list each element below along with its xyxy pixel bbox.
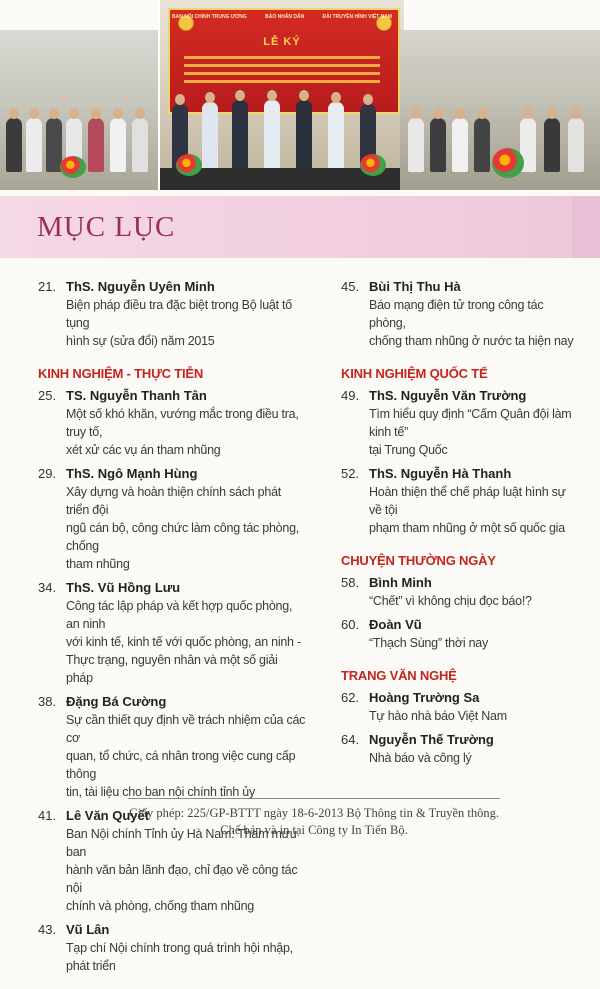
toc-entry-head — [341, 387, 577, 405]
page-number: 45. — [341, 279, 360, 294]
article-title-line: với kinh tế, kinh tế với quốc phòng, an ninh - — [66, 635, 301, 649]
toc-entry[interactable] — [341, 689, 577, 725]
organizer-2: BÁO NHÂN DÂN — [265, 14, 305, 20]
toc-entry[interactable] — [38, 278, 306, 350]
footer-divider — [128, 798, 500, 799]
right-column — [341, 278, 577, 781]
author-name: Bình Minh — [369, 575, 432, 590]
toc-entry[interactable] — [341, 616, 577, 652]
author-name: ThS. Nguyễn Văn Trường — [369, 388, 527, 403]
article-title-line: Xây dựng và hoàn thiện chính sách phát triển đội — [66, 485, 281, 517]
toc-section — [341, 668, 577, 767]
article-title-line: hình sự (sửa đổi) năm 2015 — [66, 334, 215, 348]
author-name: ThS. Nguyễn Uyên Minh — [66, 279, 215, 294]
article-title-line: Thực trạng, nguyên nhân và một số giải pháp — [66, 653, 278, 685]
author-name: TS. Nguyễn Thanh Tân — [66, 388, 207, 403]
page-number: 29. — [38, 466, 57, 481]
article-title-line: “Thạch Sùng” thời nay — [369, 636, 488, 650]
organizer-1: BAN NỘI CHÍNH TRUNG ƯƠNG — [172, 14, 247, 20]
page-number: 43. — [38, 922, 57, 937]
page-number: 60. — [341, 617, 360, 632]
toc-section — [341, 553, 577, 652]
toc-entry[interactable] — [341, 731, 577, 767]
section-heading: KINH NGHIỆM - THỰC TIỄN — [38, 366, 204, 381]
author-name: ThS. Ngô Mạnh Hùng — [66, 466, 198, 481]
toc-entry[interactable] — [38, 693, 306, 801]
article-title-line: Nhà báo và công lý — [369, 751, 472, 765]
toc-entry-head — [38, 579, 306, 597]
article-title-line: hành văn bản lãnh đạo, chỉ đạo về công tác nội — [66, 863, 298, 895]
flower-bouquet — [360, 154, 386, 176]
signing-title: LỄ KÝ — [263, 36, 301, 48]
article-title-line: ngũ cán bộ, công chức làm công tác phòng, chống — [66, 521, 299, 553]
article-title-line: Hoàn thiện thể chế pháp luật hình sự về tội — [369, 485, 566, 517]
toc-entry-head — [341, 689, 577, 707]
author-name: ThS. Nguyễn Hà Thanh — [369, 466, 512, 481]
toc-entry-head — [38, 693, 306, 711]
toc-entry-head — [341, 731, 577, 749]
article-title-line: tin, tài liệu cho ban nội chính tỉnh ủy — [66, 785, 255, 799]
toc-entry[interactable] — [341, 387, 577, 459]
page-number: 21. — [38, 279, 57, 294]
article-title-line: Tìm hiểu quy định “Cấm Quân đội làm kinh tế” — [369, 407, 572, 439]
article-title-line: tại Trung Quốc — [369, 443, 448, 457]
photo-banner — [0, 0, 600, 190]
article-title-line: xét xử các vụ án tham nhũng — [66, 443, 221, 457]
article-title-line: phạm tham nhũng ở một số quốc gia — [369, 521, 565, 535]
organizer-3: ĐÀI TRUYỀN HÌNH VIỆT NAM — [322, 14, 392, 20]
toc-entry-head — [341, 616, 577, 634]
page-number: 38. — [38, 694, 57, 709]
footer-printer: Chế bản và in tại Công ty In Tiến Bộ. — [220, 823, 408, 837]
page-number: 34. — [38, 580, 57, 595]
article-title-line: Tạp chí Nội chính trong quá trình hội nhập, phát triển — [66, 941, 293, 973]
article-title-line: chống tham nhũng ở nước ta hiện nay — [369, 334, 574, 348]
toc-entry-head — [341, 574, 577, 592]
toc-entry[interactable] — [38, 387, 306, 459]
article-title-line: Tự hào nhà báo Việt Nam — [369, 709, 507, 723]
toc-entry[interactable] — [38, 465, 306, 573]
flower-bouquet — [176, 154, 202, 176]
author-name: Bùi Thị Thu Hà — [369, 279, 461, 294]
author-name: Đặng Bá Cường — [66, 694, 167, 709]
section-heading: TRANG VĂN NGHỆ — [341, 668, 457, 683]
article-title-line: quan, tổ chức, cá nhân trong việc cung cấp thông — [66, 749, 296, 781]
article-title-line: Biện pháp điều tra đặc biệt trong Bộ luật tố tụng — [66, 298, 292, 330]
article-title-line: Một số khó khăn, vướng mắc trong điều tra, truy tố, — [66, 407, 299, 439]
toc-entry[interactable] — [341, 278, 577, 350]
event-photo-left — [0, 30, 160, 190]
page-number: 25. — [38, 388, 57, 403]
author-name: Vũ Lân — [66, 922, 110, 937]
toc-entry[interactable] — [341, 465, 577, 537]
article-title-line: chính và phòng, chống tham nhũng — [66, 899, 254, 913]
author-name: Nguyễn Thế Trường — [369, 732, 494, 747]
author-name: Đoàn Vũ — [369, 617, 422, 632]
event-photo-right — [400, 30, 600, 190]
article-title-line: tham nhũng — [66, 557, 130, 571]
flower-bouquet — [60, 156, 86, 178]
page-number: 62. — [341, 690, 360, 705]
event-photo-center — [158, 0, 406, 190]
article-title-line: Ban Nội chính Tỉnh ủy Hà Nam: Tham mưu ban — [66, 827, 297, 859]
footer-license: Giấy phép: 225/GP-BTTT ngày 18-6-2013 Bộ Thông tin & Truyền thông. — [128, 806, 500, 820]
toc-entry-head — [38, 278, 306, 296]
author-name: Hoàng Trường Sa — [369, 690, 480, 705]
page-number: 52. — [341, 466, 360, 481]
toc-entry[interactable] — [341, 574, 577, 610]
toc-section — [38, 366, 306, 975]
article-title-line: Sự cần thiết quy định về trách nhiệm của các cơ — [66, 713, 306, 745]
page-number: 49. — [341, 388, 360, 403]
article-title-line: Báo mạng điện tử trong công tác phòng, — [369, 298, 544, 330]
article-title-line: Công tác lập pháp và kết hợp quốc phòng, an ninh — [66, 599, 293, 631]
left-column — [38, 278, 306, 989]
author-name: ThS. Vũ Hồng Lưu — [66, 580, 181, 595]
toc-entry-head — [38, 387, 306, 405]
section-heading: CHUYỆN THƯỜNG NGÀY — [341, 553, 496, 568]
page-number: 58. — [341, 575, 360, 590]
page-number: 41. — [38, 808, 57, 823]
toc-section — [341, 366, 577, 537]
page-title: MỤC LỤC — [37, 211, 176, 243]
toc-entry[interactable] — [38, 921, 306, 975]
section-heading: KINH NGHIỆM QUỐC TẾ — [341, 366, 488, 381]
toc-entry-head — [341, 278, 577, 296]
toc-entry-head — [38, 465, 306, 483]
organizer-names — [172, 14, 392, 20]
toc-entry-head — [38, 921, 306, 939]
author-name: Lê Văn Quyết — [66, 808, 150, 823]
page-number: 64. — [341, 732, 360, 747]
flower-bouquet — [492, 148, 524, 178]
article-title-line: “Chết” vì không chịu đọc báo!? — [369, 594, 532, 608]
toc-entry[interactable] — [38, 579, 306, 687]
toc-entry-head — [341, 465, 577, 483]
